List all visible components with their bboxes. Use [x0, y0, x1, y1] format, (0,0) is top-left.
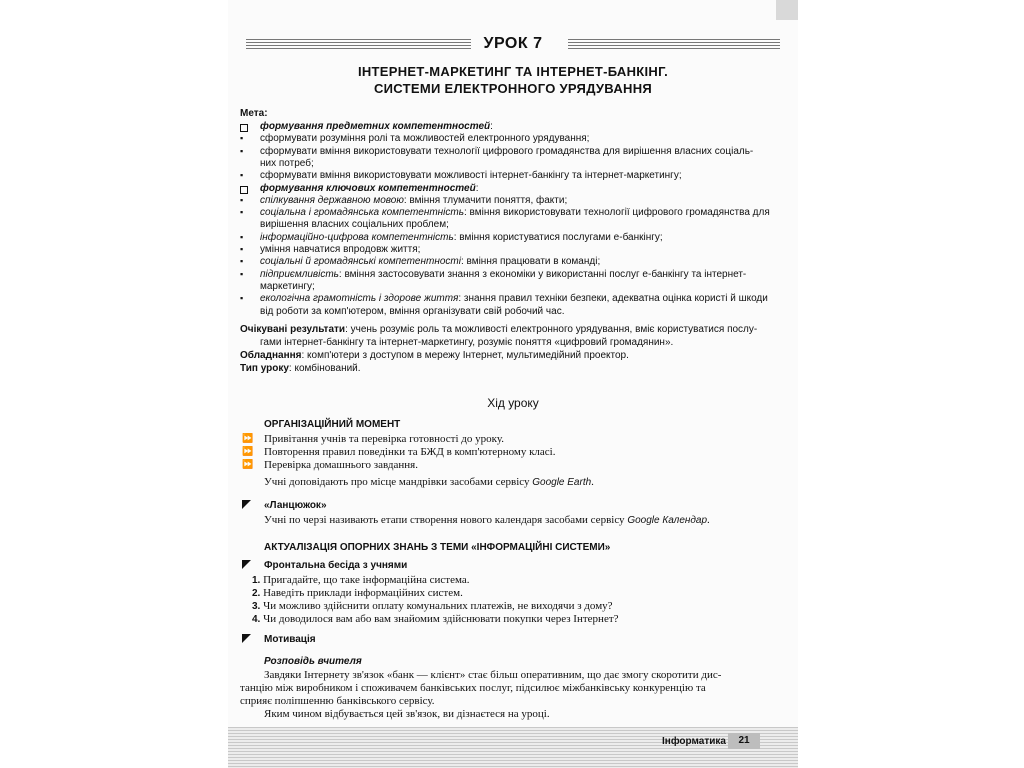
goal-item [260, 121, 493, 133]
lesson-header [228, 33, 798, 55]
book-page [228, 0, 798, 768]
chain-service: Google Календар [627, 515, 708, 526]
org-item: Привітання учнів та перевірка готовності до уроку. [264, 433, 504, 445]
goal-item: сформувати вміння використовувати можливості інтернет-банкінгу та інтернет-маркетингу; [260, 170, 682, 182]
goal-continuation: вирішення власних соціальних проблем; [260, 219, 449, 231]
bullet-icon: ▪ [240, 256, 244, 267]
results-text: : учень розуміє роль та можливості електронного урядування, вміє користуватися послу- [345, 324, 758, 335]
double-arrow-icon: ⏩ [242, 459, 254, 469]
equipment-text: : комп'ютери з доступом в мережу Інтернет, мультимедійний проектор. [301, 350, 629, 361]
story-line-2: танцію між виробником і споживачем банківських послуг, підсилює міжбанківську конкуренцію та [240, 682, 706, 694]
lesson-number: УРОК 7 [483, 35, 543, 52]
question-number: 4. [252, 614, 261, 625]
goal-rest: : вміння тлумачити поняття, факти; [403, 194, 568, 206]
goal-item [260, 269, 746, 281]
goal-continuation: них потреб; [260, 157, 314, 169]
goal-italic: інформаційно-цифрова компетентність [260, 231, 454, 243]
org-item: Перевірка домашнього завдання. [264, 459, 418, 471]
equipment-label: Обладнання [240, 350, 302, 361]
goal-italic: соціальні й громадянські компетентності [260, 256, 461, 268]
results-label: Очікувані результати [240, 324, 346, 335]
goal-item [260, 195, 567, 207]
goal-continuation: маркетингу; [260, 280, 315, 292]
goal-italic: екологічна грамотність і здорове життя [260, 293, 459, 305]
chain-heading: «Ланцюжок» [264, 500, 327, 511]
goal-rest: : знання правил техніки безпеки, адекватна оцінка користі й шкоди [458, 293, 768, 305]
bullet-icon: ▪ [240, 133, 244, 144]
goal-italic: спілкування державною мовою [260, 194, 404, 206]
question-text: Чи доводилося вам або вам знайомим здійснювати покупки через Інтернет? [263, 613, 619, 625]
triangle-marker-icon [242, 634, 251, 643]
bullet-icon: ▪ [240, 145, 244, 156]
goal-rest: : [475, 182, 479, 194]
checkbox-square-icon [240, 124, 248, 132]
double-arrow-icon: ⏩ [242, 446, 254, 456]
triangle-marker-icon [242, 500, 251, 509]
expected-results [240, 324, 757, 336]
goal-italic: формування предметних компетентностей [260, 121, 491, 132]
goal-item [260, 207, 770, 219]
lesson-title-line-2: СИСТЕМИ ЕЛЕКТРОННОГО УРЯДУВАННЯ [373, 81, 653, 96]
bullet-icon: ▪ [240, 194, 244, 205]
bullet-icon: ▪ [240, 244, 244, 254]
goal-italic: підприємливість [260, 268, 339, 280]
scan-corner [776, 0, 798, 20]
question-text: Пригадайте, що таке інформаційна система. [263, 574, 470, 586]
question-text: Чи можливо здійснити оплату комунальних платежів, не виходячи з дому? [263, 600, 613, 612]
org-item: Повторення правил поведінки та БЖД в комп'ютерному класі. [264, 446, 556, 458]
bullet-icon: ▪ [240, 170, 244, 181]
motivation-heading: Мотивація [264, 634, 316, 645]
goal-rest: : вміння використовувати технології цифрового громадянства для [463, 207, 770, 219]
bullet-icon: ▪ [240, 293, 244, 304]
type-label: Тип уроку [240, 363, 289, 374]
footer-subject: Інформатика [662, 736, 726, 747]
goal-rest: : вміння застосовувати знання з економіки у використанні послуг е-банкінгу та інтернет- [338, 268, 747, 280]
page-footer [228, 727, 798, 768]
goal-item [260, 232, 663, 244]
bullet-icon: ▪ [240, 231, 244, 242]
goal-rest: : [490, 121, 493, 132]
teacher-story-heading: Розповідь вчителя [264, 656, 362, 667]
question-number: 2. [252, 588, 261, 599]
story-final: Яким чином відбувається цей зв'язок, ви дізнаєтеся на уроці. [264, 708, 550, 720]
question-item [252, 613, 619, 625]
goal-item [260, 256, 600, 268]
goal-item: сформувати вміння використовувати технології цифрового громадянства для вирішення власних соціаль- [260, 145, 754, 157]
question-item [252, 600, 613, 612]
chain-line: Учні по черзі називають етапи створення нового календаря засобами сервісу Google Календар. [264, 514, 710, 526]
type-text: : комбінований. [288, 363, 361, 374]
goal-item [260, 183, 479, 195]
report-service: Google Earth [532, 477, 592, 488]
lesson-title-line-1: ІНТЕРНЕТ-МАРКЕТИНГ ТА ІНТЕРНЕТ-БАНКІНГ. [357, 64, 669, 79]
triangle-marker-icon [242, 560, 251, 569]
double-arrow-icon: ⏩ [242, 433, 254, 443]
goal-item: уміння навчатися впродовж життя; [260, 244, 421, 255]
question-text: Наведіть приклади інформаційних систем. [263, 587, 463, 599]
frontal-heading: Фронтальна бесіда з учнями [264, 560, 408, 571]
goal-italic: формування ключових компетентностей [260, 182, 476, 194]
page-number: 21 [728, 733, 760, 749]
chain-text: Учні по черзі називають етапи створення нового календаря засобами сервісу [264, 514, 625, 526]
results-continuation: гами інтернет-банкінгу та інтернет-маркетингу, розуміє поняття «цифровий громадянин». [260, 337, 674, 348]
goal-rest: : вміння користуватися послугами е-банкінгу; [453, 231, 663, 243]
goal-continuation: від роботи за комп'ютером, вміння організувати свій робочий час. [260, 305, 565, 317]
bullet-icon: ▪ [240, 207, 244, 218]
goal-italic: соціальна і громадянська компетентність [260, 207, 464, 219]
question-number: 1. [252, 575, 261, 586]
update-heading: АКТУАЛІЗАЦІЯ ОПОРНИХ ЗНАНЬ З ТЕМИ «ІНФОРМАЦІЙНІ СИСТЕМИ» [264, 542, 611, 553]
org-heading: ОРГАНІЗАЦІЙНИЙ МОМЕНТ [264, 419, 401, 430]
report-text: Учні доповідають про місце мандрівки засобами сервісу [264, 476, 530, 488]
course-heading: Хід уроку [487, 396, 539, 410]
question-item [252, 587, 463, 599]
question-item [252, 574, 470, 586]
goal-item: сформувати розуміння ролі та можливостей електронного урядування; [260, 133, 590, 145]
goal-label: Мета: [240, 108, 268, 119]
story-line-3: сприяє поліпшенню банківського сервісу. [240, 695, 435, 707]
lesson-type [240, 363, 361, 375]
report-line: Учні доповідають про місце мандрівки засобами сервісу Google Earth. [264, 476, 594, 488]
question-number: 3. [252, 601, 261, 612]
checkbox-square-icon [240, 186, 248, 194]
goal-rest: : вміння працювати в команді; [460, 256, 601, 268]
goal-item [260, 293, 768, 305]
bullet-icon: ▪ [240, 268, 244, 279]
story-line-1: Завдяки Інтернету зв'язок «банк — клієнт» стає більш оперативним, що дає змогу скоротити дис- [264, 669, 722, 681]
equipment [240, 350, 629, 362]
